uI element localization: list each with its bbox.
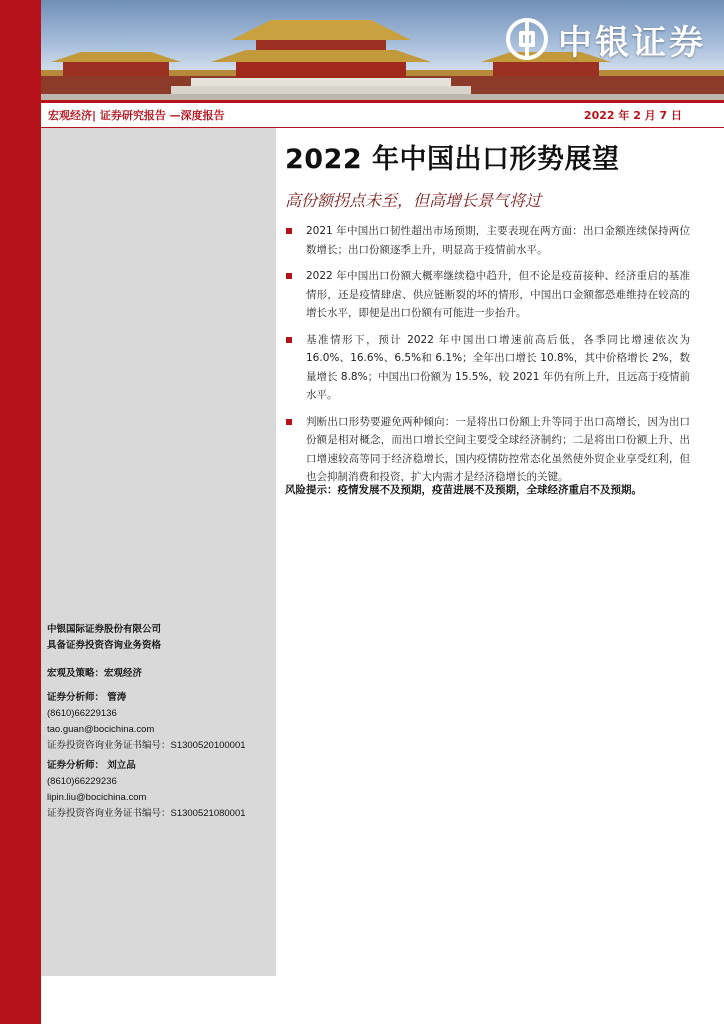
- analyst-cert: 证券投资咨询业务证书编号：S1300520100001: [47, 740, 246, 751]
- report-info-bar: [41, 103, 724, 128]
- analyst-email[interactable]: lipin.liu@bocichina.com: [47, 792, 147, 803]
- analyst-block: [47, 758, 272, 822]
- list-item: [284, 413, 690, 487]
- analyst-cert: 证券投资咨询业务证书编号：S1300521080001: [47, 808, 246, 819]
- risk-warning: 风险提示：疫情发展不及预期，疫苗进展不及预期，全球经济重启不及预期。: [285, 484, 642, 496]
- bank-of-china-emblem-icon: [506, 18, 548, 60]
- header-banner: [41, 0, 724, 100]
- analyst-phone: (8610)66229136: [47, 708, 117, 719]
- list-item: [284, 222, 690, 259]
- left-brand-bar: [0, 0, 41, 1024]
- analyst-title: 证券分析师： 管涛: [47, 692, 127, 703]
- analyst-block: [47, 690, 272, 754]
- analyst-phone: (8610)66229236: [47, 776, 117, 787]
- logo-text: 中银证券: [558, 22, 706, 63]
- list-item: [284, 331, 690, 405]
- report-category: 宏观经济| 证券研究报告 —深度报告: [48, 109, 225, 122]
- list-item: [284, 267, 690, 323]
- sidebar-contact-info: [47, 622, 272, 822]
- summary-list: [284, 222, 690, 495]
- analyst-title: 证券分析师： 刘立品: [47, 760, 136, 771]
- list-item-text: 2021 年中国出口韧性超出市场预期，主要表现在两方面：出口金额连续保持两位数增长；出口份额逐季上升，明显高于疫情前水平。: [306, 225, 690, 256]
- boci-logo: [506, 14, 706, 64]
- square-bullet-icon: [286, 273, 292, 279]
- analyst-email[interactable]: tao.guan@bocichina.com: [47, 724, 155, 735]
- list-item-text: 判断出口形势要避免两种倾向：一是将出口份额上升等同于出口高增长，因为出口份额是相对概念，而出口增长空间主要受全球经济制约；二是将出口份额上升、出口增速较高等同于经济稳增长，国内疫情防控常态化虽然使外贸企业享受红利，但也会抑制消费和投资，扩大内需才是经济稳增长的关键。: [306, 415, 690, 483]
- square-bullet-icon: [286, 228, 292, 234]
- firm-qualification: 具备证券投资咨询业务资格: [47, 640, 162, 651]
- strategy-label: 宏观及策略：宏观经济: [47, 668, 143, 679]
- square-bullet-icon: [286, 337, 292, 343]
- report-title: 2022 年中国出口形势展望: [285, 144, 620, 175]
- report-subtitle: 高份额拐点未至，但高增长景气将过: [285, 191, 542, 210]
- firm-name: 中银国际证券股份有限公司: [47, 624, 162, 635]
- sidebar: [41, 128, 276, 976]
- list-item-text: 基准情形下，预计 2022 年中国出口增速前高后低，各季同比增速依次为 16.0%、16.6%、6.5%和 6.1%；全年出口增长 10.8%，其中价格增长 2%，数量增长 8.8%；中国出口份额为 15.5%，较 2021 年仍有所上升，且远高于疫情前水平。: [306, 333, 690, 401]
- list-item-text: 2022 年中国出口份额大概率继续稳中趋升，但不论是疫苗接种、经济重启的基准情形，还是疫情肆虐、供应链断裂的坏的情形，中国出口金额都恐难维持在较高的增长水平，即便是出口份额有可能进一步抬升。: [306, 270, 690, 319]
- report-date: 2022 年 2 月 7 日: [583, 109, 682, 122]
- square-bullet-icon: [286, 419, 292, 425]
